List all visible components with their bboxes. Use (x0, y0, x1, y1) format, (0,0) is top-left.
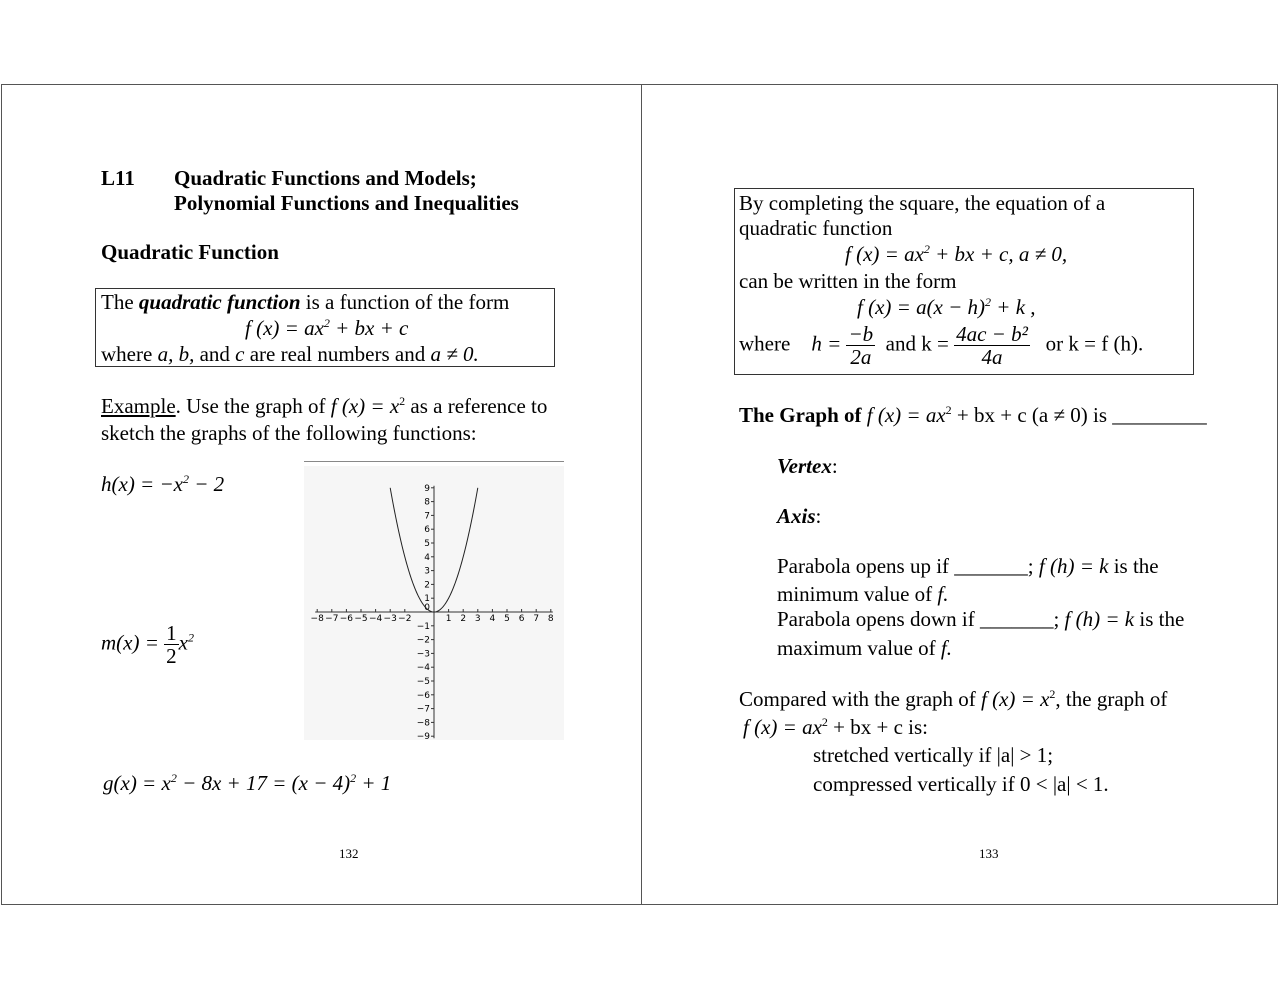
y-tick-label: 4 (424, 552, 430, 563)
definition-rest: is a function of the form (305, 290, 510, 314)
compared-line1: Compared with the graph of f $(x) = x^2$, the graph of (739, 687, 1168, 711)
example-label: Example (101, 394, 176, 418)
function-h: $h(x) = -x^2 - 2$ (101, 472, 225, 496)
box-line2: quadratic function (739, 216, 893, 240)
f-letter-min: f. (937, 582, 949, 606)
definition-formula: f $(x) = ax^2$ + bx + c (245, 316, 409, 340)
compared-tail: , the graph of (1055, 687, 1168, 711)
definition-line1 (101, 289, 509, 315)
where-label: where (739, 331, 791, 356)
example-line1: Example. Use the graph of f $(x) = x^2$ as a reference to (101, 394, 548, 418)
y-tick-label: −5 (416, 677, 430, 687)
example-text1: . Use the graph of (175, 394, 326, 418)
box-formula2: f $(x) = a(x - h)^2 + k$ , (857, 295, 1036, 319)
vars-ab: a, b, (157, 342, 195, 366)
func-m-fraction (164, 622, 179, 667)
k-den: 4a (981, 345, 1003, 369)
graph-heading: The Graph of (739, 403, 862, 427)
max-value-text: maximum value of (777, 636, 936, 660)
and-word: and (199, 342, 230, 366)
min-value-text: minimum value of (777, 582, 933, 606)
and-k: and k = (885, 331, 949, 356)
y-tick-label: −6 (416, 690, 430, 701)
func-g-mid: − 8x + 17 = (x − 4) (182, 771, 351, 795)
x-tick-label: 7 (533, 614, 540, 624)
compared-text: Compared with the graph of (739, 687, 976, 711)
function-m: m(x) = $\frac{1}{2}$ $x^2$ (101, 621, 194, 668)
reference-graph (304, 466, 564, 740)
box-formula2-part: f (x) = a(x − h) (857, 295, 986, 319)
func-m-den: 2 (166, 644, 177, 668)
x-tick-label: 2 (460, 614, 467, 624)
k-num: 4ac − b² (956, 322, 1028, 346)
box-formula1-tail: + bx + c, a ≠ 0, (935, 242, 1068, 266)
opens-down-text: Parabola opens down if _______; (777, 607, 1060, 631)
y-tick-label: 7 (424, 511, 430, 522)
axis-line (777, 503, 821, 529)
h-equals: h = (811, 331, 842, 356)
box-formula2-tail: + k , (996, 295, 1036, 319)
x-tick-label: −8 (310, 614, 324, 624)
f-letter-max: f. (940, 636, 952, 660)
fh-k-down: f (h) = k (1064, 607, 1135, 631)
maximum-line (777, 635, 952, 661)
compared-fx: f (x) = x (981, 687, 1050, 711)
x-tick-label: −3 (383, 614, 397, 624)
x-tick-label: 1 (445, 614, 452, 624)
func-h-part: h(x) = −x (101, 472, 183, 496)
compared2-formula: f (x) = ax (743, 715, 822, 739)
x-tick-label: 3 (474, 614, 481, 624)
lesson-title-line2: Polynomial Functions and Inequalities (174, 191, 519, 215)
y-tick-label: 9 (424, 483, 430, 494)
y-tick-label: 2 (424, 580, 430, 591)
box-line1: By completing the square, the equation of a (739, 191, 1106, 215)
compared2-tail: + bx + c is: (833, 715, 928, 739)
x-tick-label: −5 (354, 614, 368, 624)
or-k: or k = f (h). (1045, 331, 1144, 356)
vertex-label: Vertex (777, 454, 832, 478)
func-m-prefix: m(x) = (101, 630, 159, 655)
func-m-tail: x (178, 630, 188, 655)
graph-formula: f (x) = ax (866, 403, 946, 427)
section-heading: Quadratic Function (101, 240, 279, 264)
page-number-left: 132 (339, 846, 359, 861)
box-where-line (739, 323, 1143, 368)
page-number-right: 133 (979, 846, 999, 861)
x-tick-label: −7 (325, 614, 339, 624)
example-text2: as a reference to (410, 394, 548, 418)
x-tick-label: 4 (489, 614, 496, 624)
page-divider (641, 85, 642, 904)
y-tick-label: −8 (416, 718, 430, 729)
graph-top-rule (304, 461, 564, 462)
lesson-code: L11 (101, 166, 135, 190)
stretched-line: stretched vertically if |a| > 1; (813, 743, 1054, 767)
formula-tail: + bx + c (335, 316, 409, 340)
x-tick-label: −2 (398, 614, 412, 624)
axis-label: Axis (777, 504, 816, 528)
definition-line3 (101, 341, 479, 367)
example-line2: sketch the graphs of the following functions: (101, 421, 477, 445)
y-tick-label: 5 (424, 539, 430, 549)
x-tick-label: 8 (547, 614, 554, 624)
h-den: 2a (850, 345, 872, 369)
box-formula1-part: f (x) = ax (845, 242, 924, 266)
func-m-num: 1 (166, 621, 177, 645)
graph-formula-tail: + bx + c (a ≠ 0) is _________ (956, 403, 1207, 427)
axis-colon: : (815, 504, 822, 528)
x-tick-label: 6 (518, 614, 525, 624)
compared-line2: f $(x) = ax^2$ + bx + c is: (743, 715, 928, 739)
k-fraction (954, 323, 1030, 368)
x-tick-label: 5 (504, 614, 510, 624)
condition-text: are real numbers and (249, 342, 426, 366)
is-the-down: is the (1139, 607, 1185, 631)
box-line3: can be written in the form (739, 269, 957, 293)
example-fx: f (x) = x (330, 394, 400, 418)
lesson-title-line1: Quadratic Functions and Models; (174, 166, 477, 190)
h-fraction (846, 323, 875, 368)
graph-heading-line: The Graph of f $(x) = ax^2$ + bx + c (a ≠ 0) is _________ (739, 403, 1207, 427)
origin-label: 0 (424, 603, 430, 613)
func-g-tail: + 1 (361, 771, 392, 795)
where-prefix: where (101, 342, 153, 366)
y-tick-label: −7 (416, 704, 430, 715)
h-num: −b (848, 322, 874, 346)
y-tick-label: 1 (424, 594, 430, 605)
y-tick-label: 8 (424, 497, 430, 508)
a-neq-zero: a ≠ 0. (430, 342, 479, 366)
compressed-line: compressed vertically if 0 < |a| < 1. (813, 772, 1109, 796)
minimum-line (777, 581, 949, 607)
x-tick-label: −4 (368, 614, 383, 624)
y-tick-label: −3 (416, 649, 430, 660)
func-g-part: g(x) = x (103, 771, 171, 795)
y-tick-label: −4 (416, 663, 430, 674)
opens-up-text: Parabola opens up if _______; (777, 554, 1034, 578)
formula-part: f (x) = ax (245, 316, 324, 340)
y-tick-label: 6 (424, 525, 430, 536)
opens-down-line (777, 606, 1184, 632)
y-tick-label: −1 (416, 621, 430, 632)
y-tick-label: −9 (416, 732, 430, 740)
func-h-tail: − 2 (194, 472, 225, 496)
x-tick-label: −6 (339, 614, 354, 624)
vertex-colon: : (831, 454, 838, 478)
var-c: c (235, 342, 245, 366)
box-formula1: f $(x) = ax^2$ + bx + c, a ≠ 0, (845, 242, 1068, 266)
y-tick-label: 3 (424, 566, 430, 577)
opens-up-line (777, 553, 1159, 579)
function-g: $g(x) = x^2 - 8x + 17 = (x - 4)^2 + 1$ (103, 771, 392, 795)
definition-lead: The (101, 290, 134, 314)
vertex-line (777, 453, 838, 479)
fh-k-up: f (h) = k (1038, 554, 1109, 578)
definition-term: quadratic function (138, 290, 301, 314)
is-the-up: is the (1113, 554, 1159, 578)
y-tick-label: −2 (416, 635, 430, 646)
